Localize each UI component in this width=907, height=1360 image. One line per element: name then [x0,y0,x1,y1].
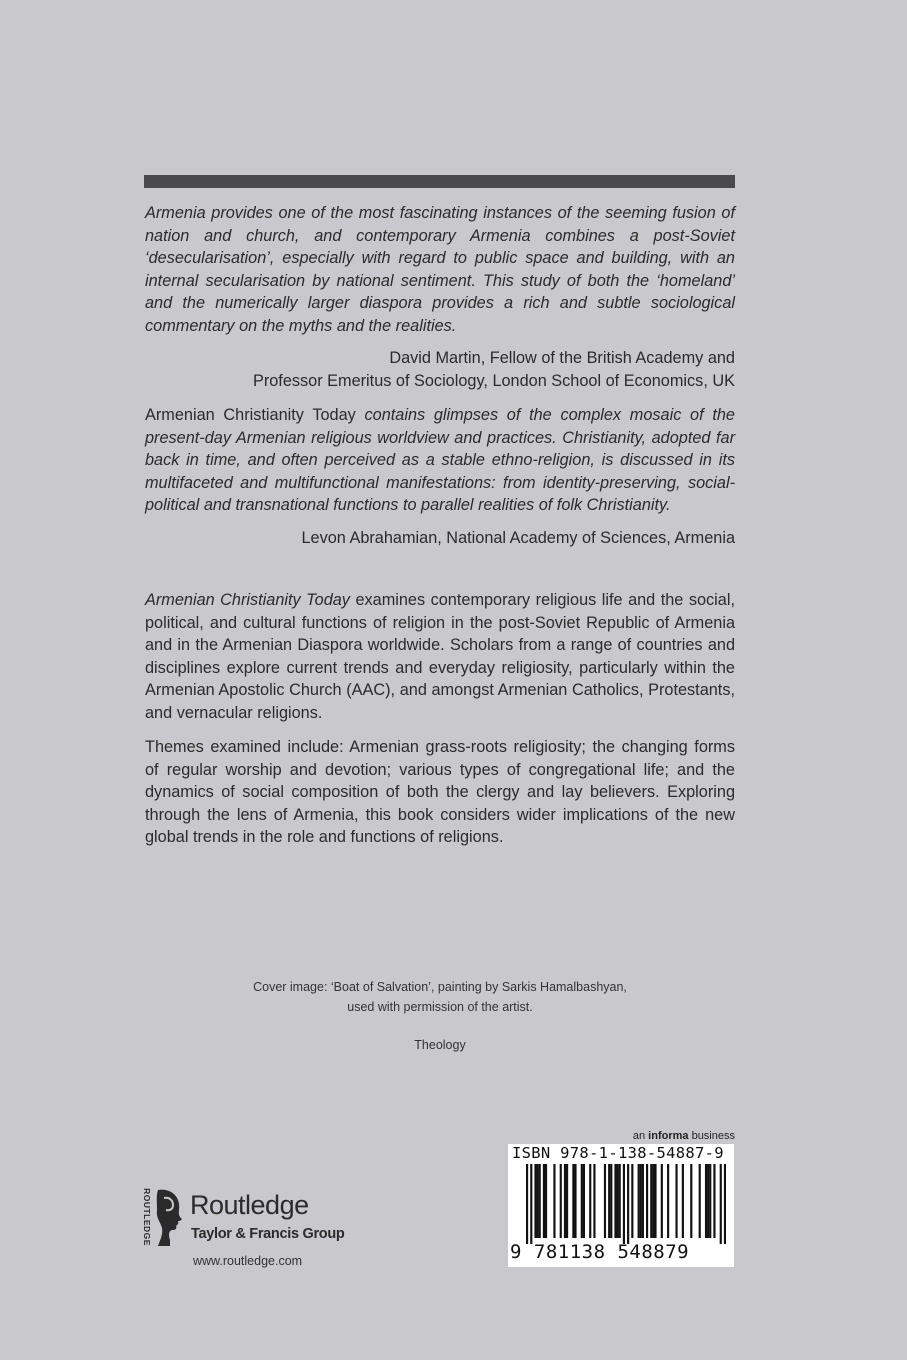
barcode-bar [566,1164,568,1238]
barcode-bar [604,1164,606,1238]
cover-credit-line-1: Cover image: ‘Boat of Salvation’, painting by Sarkis Hamalbashyan, [253,980,627,994]
barcode-bar [526,1164,528,1244]
barcode-bar [705,1164,707,1238]
barcode-bar [646,1164,648,1238]
barcode-bar [638,1164,640,1238]
barcode-bar [661,1164,663,1238]
description-para-2: Themes examined include: Armenian grass-roots religiosity; the changing forms of regular worship and devotion; various types of congregational life; and the dynamics of social composition of both the clergy and lay believers. Exploring through the lens of Armenia, this book considers wider implications of the new global trends in the role and functions of religions. [145,738,735,846]
barcode-bar [572,1164,574,1238]
barcode-bar [690,1164,692,1238]
praise-attribution-1b: Professor Emeritus of Sociology, London School of Economics, UK [252,371,735,390]
publisher-url: www.routledge.com [193,1254,303,1268]
barcode-bar [640,1164,642,1238]
description-para-1 [145,589,735,724]
barcode-bar [614,1164,616,1238]
barcode-bar [713,1164,715,1238]
barcode-bar [539,1164,541,1238]
barcode-bar [534,1164,536,1238]
barcode-bar [667,1164,669,1238]
barcode-bar [642,1164,644,1238]
isbn-barcode [508,1144,734,1267]
routledge-vertical-wordmark [140,1190,154,1248]
barcode-bar [623,1164,625,1244]
barcode-bar [608,1164,610,1238]
barcode-bar [553,1164,555,1238]
praise-attribution-2: Levon Abrahamian, National Academy of Sciences, Armenia [301,528,735,547]
barcode-bar [654,1164,656,1238]
barcode-bar [699,1164,701,1238]
informa-brand: informa [648,1130,689,1142]
praise-quote-2-title: Armenian Christianity Today [145,406,356,424]
informa-prefix: an [632,1130,649,1142]
barcode-bar [581,1164,583,1238]
subject-category: Theology [414,1038,466,1052]
barcode-bar [724,1164,726,1244]
cover-credit-line-2: used with permission of the artist. [347,1000,533,1014]
barcode-bar [530,1164,532,1244]
description-title: Armenian Christianity Today [145,591,350,609]
barcode-bars [526,1164,726,1244]
description-body-1: examines contemporary religious life and the social, political, and cultural functions of religion in the post-Soviet Republic of Armenia and in the Armenian Diaspora worldwide. Scholars from a range of countries and disciplines explore current trends and everyday religiosity, particularly within the Armenian Apostolic Church (AAC), and amongst Armenian Catholics, Protestants, and vernacular religions. [145,591,735,722]
routledge-head-icon [154,1188,186,1248]
barcode-bar [583,1164,585,1238]
cover-credit [145,977,735,1017]
barcode-bar [650,1164,652,1238]
barcode-bar [675,1164,677,1238]
barcode-bar [537,1164,539,1238]
barcode-bar [574,1164,576,1238]
isbn-label: ISBN 978-1-138-54887-9 [512,1144,724,1162]
barcode-bar [545,1164,547,1238]
barcode-bar [564,1164,566,1238]
barcode-bar [610,1164,612,1238]
taylor-francis-group: Taylor & Francis Group [191,1226,345,1242]
barcode-bar [617,1164,619,1238]
routledge-name: Routledge [190,1190,309,1220]
barcode-bar [709,1164,711,1238]
barcode-bar [627,1164,629,1244]
praise-quote-1: Armenia provides one of the most fascinating instances of the seeming fusion of nation and church, and contemporary Armenia combines a post-Soviet ‘desecularisation’, especially with regard to public space and building, with an internal secularisation by national sentiment. This study of both the ‘homeland’ and the numerically larger diaspora provides a rich and subtle sociological commentary on the myths and the realities. [145,204,735,335]
barcode-bar [619,1164,621,1238]
routledge-vertical-text: ROUTLEDGE [142,1188,152,1246]
informa-suffix: business [688,1130,735,1142]
barcode-bar [543,1164,545,1238]
barcode-bar [682,1164,684,1238]
praise-quote-2 [145,404,735,517]
barcode-bar [589,1164,591,1238]
barcode-bar [631,1164,633,1238]
barcode-bar [720,1164,722,1244]
barcode-bar [707,1164,709,1238]
top-rule [144,175,735,188]
praise-quote-2-body: contains glimpses of the complex mosaic of the present-day Armenian religious worldview and practices. Christianity, adopted far back in time, and often perceived as a stable ethno-religion, is discussed in its multifaceted and multifunctional manifestations: from identity-preserving, social-political and transnational functions to parallel realities of folk Christianity. [145,406,735,514]
barcode-bar [593,1164,595,1238]
barcode-bar [652,1164,654,1238]
isbn-digits: 9 781138 548879 [510,1241,690,1263]
back-cover-text [145,202,735,849]
barcode-bar [560,1164,562,1238]
praise-attribution-1a: David Martin, Fellow of the British Academy and [389,349,735,367]
informa-business [560,1130,735,1142]
